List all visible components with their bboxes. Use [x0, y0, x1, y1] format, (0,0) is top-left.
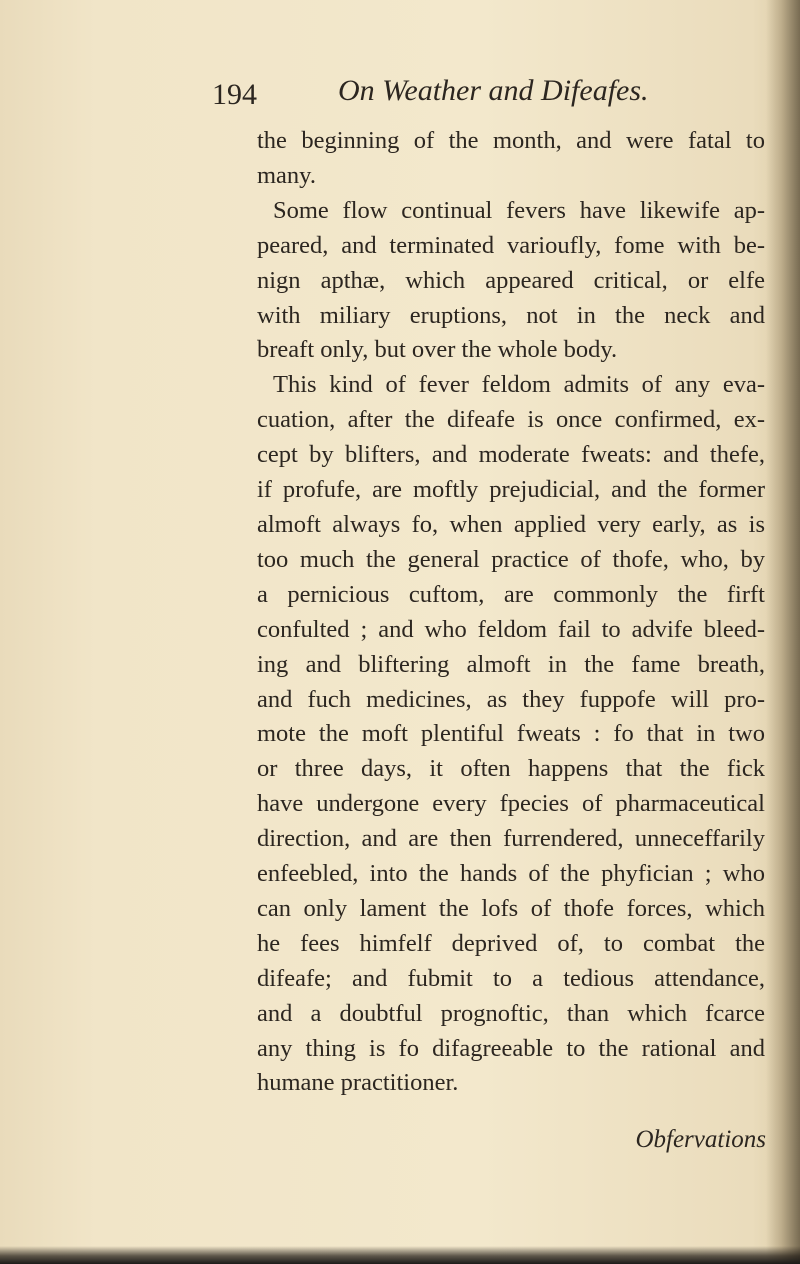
text-line: or three days, it often happens that the fick: [257, 755, 765, 783]
running-title: On Weather and Difeafes.: [338, 74, 649, 107]
page-number: 194: [212, 78, 257, 111]
text-line: a pernicious cuftom, are commonly the firft: [257, 580, 765, 608]
text-line: any thing is fo difagreeable to the rational and: [257, 1034, 765, 1062]
text-line: direction, and are then furrendered, unneceffarily: [257, 825, 765, 853]
text-line: and a doubtful prognoftic, than which fcarce: [257, 999, 765, 1027]
paragraph-start-line: This kind of fever feldom admits of any eva-: [273, 371, 765, 399]
text-line: humane practitioner.: [257, 1069, 459, 1097]
text-line: breaft only, but over the whole body.: [257, 336, 618, 364]
text-line: mote the moft plentiful fweats : fo that in two: [257, 720, 765, 748]
text-line: confulted ; and who feldom fail to advife bleed-: [257, 615, 765, 643]
catchword: Obfervations: [635, 1126, 766, 1153]
text-line: the beginning of the month, and were fatal to: [257, 127, 765, 154]
text-line: enfeebled, into the hands of the phyfician ; who: [257, 860, 765, 888]
text-line: cept by blifters, and moderate fweats: and thefe,: [257, 441, 765, 469]
text-line: with miliary eruptions, not in the neck and: [257, 301, 765, 329]
body-text: [257, 124, 765, 1101]
text-line: almoft always fo, when applied very early, as is: [257, 510, 765, 538]
text-line: many.: [257, 161, 316, 189]
text-line: if profufe, are moftly prejudicial, and the former: [257, 476, 765, 504]
text-line: he fees himfelf deprived of, to combat the: [257, 929, 765, 957]
text-line: nign apthæ, which appeared critical, or elfe: [257, 266, 765, 294]
text-line: too much the general practice of thofe, who, by: [257, 545, 765, 573]
page-header: [212, 74, 772, 118]
paragraph-start-line: Some flow continual fevers have likewife ap-: [273, 196, 765, 224]
text-line: ing and bliftering almoft in the fame breath,: [257, 650, 765, 678]
text-line: peared, and terminated varioufly, fome with be-: [257, 231, 765, 259]
text-line: and fuch medicines, as they fuppofe will pro-: [257, 685, 765, 713]
page-bottom-edge: [0, 1246, 800, 1264]
text-line: cuation, after the difeafe is once confirmed, ex-: [257, 406, 765, 434]
text-line: can only lament the lofs of thofe forces, which: [257, 894, 765, 922]
page-gutter-shadow: [766, 0, 800, 1264]
text-line: difeafe; and fubmit to a tedious attendance,: [257, 964, 765, 992]
text-line: have undergone every fpecies of pharmaceutical: [257, 790, 765, 818]
